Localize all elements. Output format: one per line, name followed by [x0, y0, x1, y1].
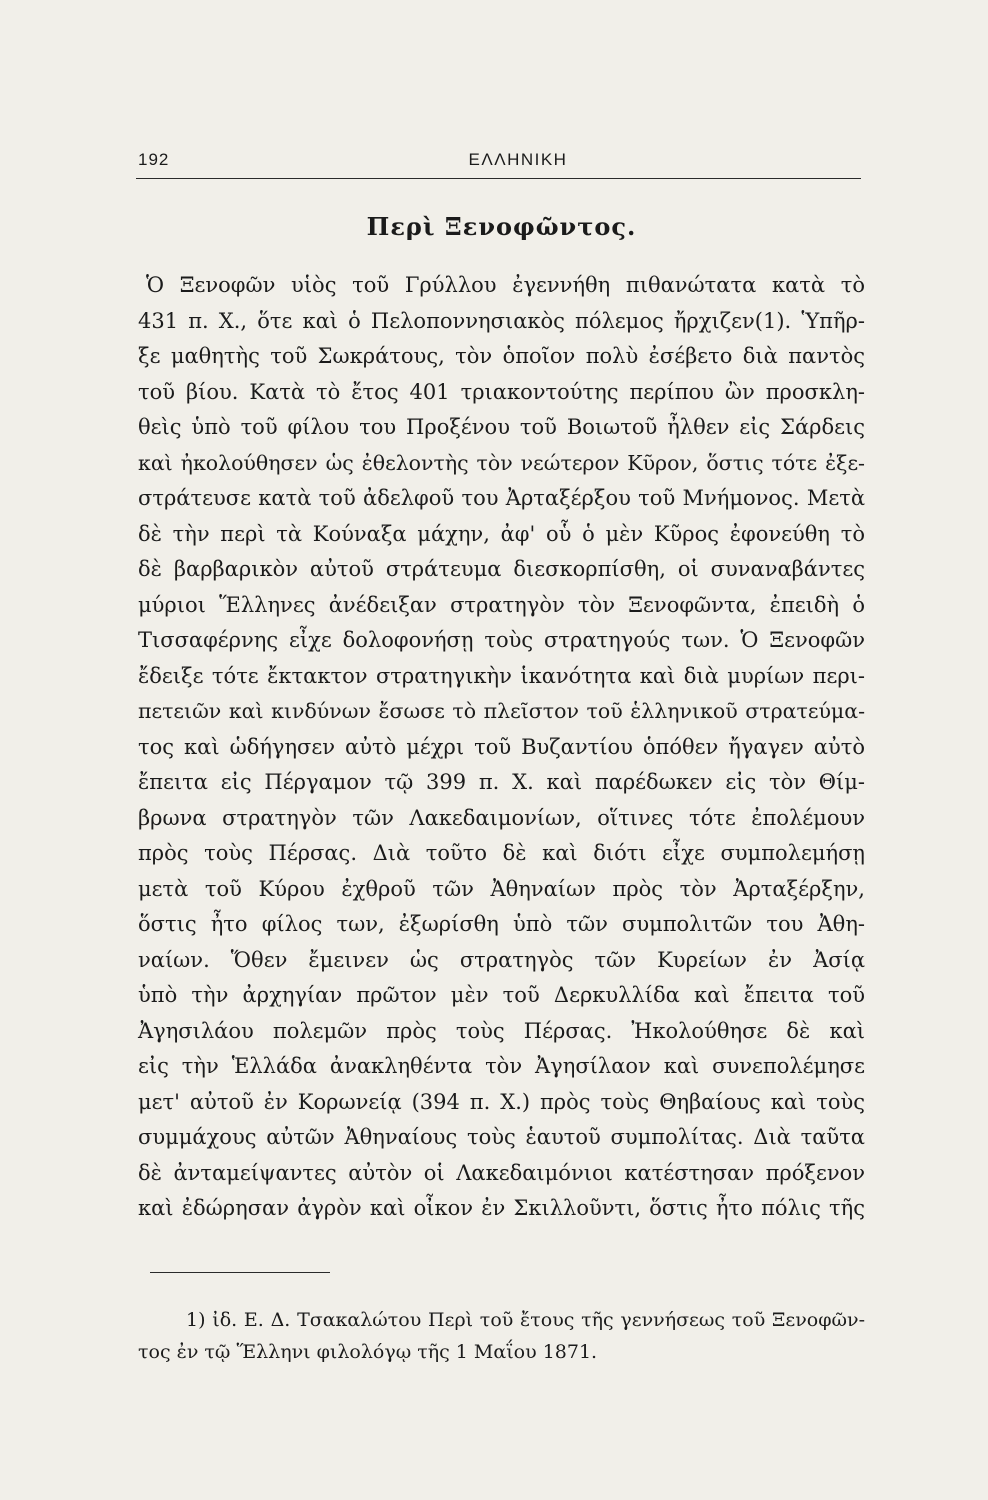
- journal-name: ΕΛΛΗΝΙΚΗ: [468, 150, 568, 169]
- text-line: μύριοι Ἕλληνες ἀνέδειξαν στρατηγὸν τὸν Ξενοφῶντα, ἐπειδὴ ὁ: [138, 592, 865, 617]
- text-line: στράτευσε κατὰ τοῦ ἀδελφοῦ του Ἀρταξέρξου τοῦ Μνήμονος. Μετὰ: [138, 486, 865, 510]
- text-line: τος καὶ ὡδήγησεν αὐτὸ μέχρι τοῦ Βυζαντίου ὁπόθεν ἤγαγεν αὐτὸ: [138, 734, 865, 759]
- text-line: 431 π. Χ., ὅτε καὶ ὁ Πελοποννησιακὸς πόλεμος ἤρχιζεν(1). Ὑπῆρ-: [138, 308, 865, 333]
- text-line: Ἀγησιλάου πολεμῶν πρὸς τοὺς Πέρσας. Ἠκολούθησε δὲ καὶ: [138, 1018, 865, 1043]
- text-line: ἔπειτα εἰς Πέργαμον τῷ 399 π. Χ. καὶ παρέδωκεν εἰς τὸν Θίμ-: [138, 770, 865, 794]
- text-line: Ὁ Ξενοφῶν υἱὸς τοῦ Γρύλλου ἐγεννήθη πιθανώτατα κατὰ τὸ: [146, 273, 865, 297]
- footnote-rule: [150, 1272, 330, 1273]
- body-text: [138, 268, 865, 1227]
- text-line: εἰς τὴν Ἑλλάδα ἀνακληθέντα τὸν Ἀγησίλαον καὶ συνεπολέμησε: [138, 1054, 865, 1078]
- text-line: συμμάχους αὐτῶν Ἀθηναίους τοὺς ἑαυτοῦ συμπολίτας. Διὰ ταῦτα: [138, 1125, 865, 1149]
- text-line: δὲ ἀνταμείψαντες αὐτὸν οἱ Λακεδαιμόνιοι κατέστησαν πρόξενον: [138, 1160, 865, 1185]
- text-line: καὶ ἠκολούθησεν ὡς ἐθελοντὴς τὸν νεώτερον Κῦρον, ὅστις τότε ἐξε-: [138, 450, 865, 475]
- text-line: βρωνα στρατηγὸν τῶν Λακεδαιμονίων, οἵτινες τότε ἐπολέμουν: [138, 805, 865, 830]
- text-line: πετειῶν καὶ κινδύνων ἔσωσε τὸ πλεῖστον τοῦ ἑλληνικοῦ στρατεύμα-: [138, 699, 865, 723]
- article-title: Περὶ Ξενοφῶντος.: [366, 212, 637, 241]
- text-line: καὶ ἐδώρησαν ἀγρὸν καὶ οἶκον ἐν Σκιλλοῦντι, ὅστις ἦτο πόλις τῆς: [138, 1196, 865, 1220]
- text-line: ὅστις ἦτο φίλος των, ἐξωρίσθη ὑπὸ τῶν συμπολιτῶν του Ἀθη-: [138, 912, 865, 936]
- text-line: Τισσαφέρνης εἶχε δολοφονήσῃ τοὺς στρατηγούς των. Ὁ Ξενοφῶν: [138, 628, 865, 652]
- header-rule: [136, 178, 861, 179]
- text-line: θεὶς ὑπὸ τοῦ φίλου του Προξένου τοῦ Βοιωτοῦ ἦλθεν εἰς Σάρδεις: [138, 415, 865, 439]
- text-line: ἔδειξε τότε ἔκτακτον στρατηγικὴν ἱκανότητα καὶ διὰ μυρίων περι-: [138, 663, 865, 688]
- footnote-line: 1) ἰδ. Ε. Δ. Τσακαλώτου Περὶ τοῦ ἔτους τῆς γεννήσεως τοῦ Ξενοφῶν-: [186, 1309, 865, 1331]
- text-line: μετὰ τοῦ Κύρου ἐχθροῦ τῶν Ἀθηναίων πρὸς τὸν Ἀρταξέρξην,: [138, 876, 865, 901]
- footnote-line: τος ἐν τῷ Ἕλληνι φιλολόγῳ τῆς 1 Μαΐου 1871.: [138, 1341, 598, 1363]
- text-line: μετ' αὐτοῦ ἐν Κορωνείᾳ (394 π. Χ.) πρὸς τοὺς Θηβαίους καὶ τοὺς: [138, 1089, 865, 1114]
- text-line: ὑπὸ τὴν ἀρχηγίαν πρῶτον μὲν τοῦ Δερκυλλίδα καὶ ἔπειτα τοῦ: [138, 983, 865, 1007]
- footnotes: [138, 1304, 865, 1368]
- text-line: δὲ βαρβαρικὸν αὐτοῦ στράτευμα διεσκορπίσθη, οἱ συναναβάντες: [138, 557, 865, 581]
- text-line: δὲ τὴν περὶ τὰ Κούναξα μάχην, ἀφ' οὗ ὁ μὲν Κῦρος ἐφονεύθη τὸ: [138, 521, 865, 546]
- running-head: [138, 150, 865, 176]
- text-line: τοῦ βίου. Κατὰ τὸ ἔτος 401 τριακοντούτης περίπου ὢν προσκλη-: [138, 379, 865, 404]
- page-number: 192: [138, 150, 170, 169]
- text-line: πρὸς τοὺς Πέρσας. Διὰ τοῦτο δὲ καὶ διότι εἶχε συμπολεμήσῃ: [138, 841, 865, 865]
- text-line: ξε μαθητὴς τοῦ Σωκράτους, τὸν ὁποῖον πολὺ ἐσέβετο διὰ παντὸς: [138, 344, 865, 368]
- text-line: ναίων. Ὅθεν ἔμεινεν ὡς στρατηγὸς τῶν Κυρείων ἐν Ἀσίᾳ: [138, 947, 865, 972]
